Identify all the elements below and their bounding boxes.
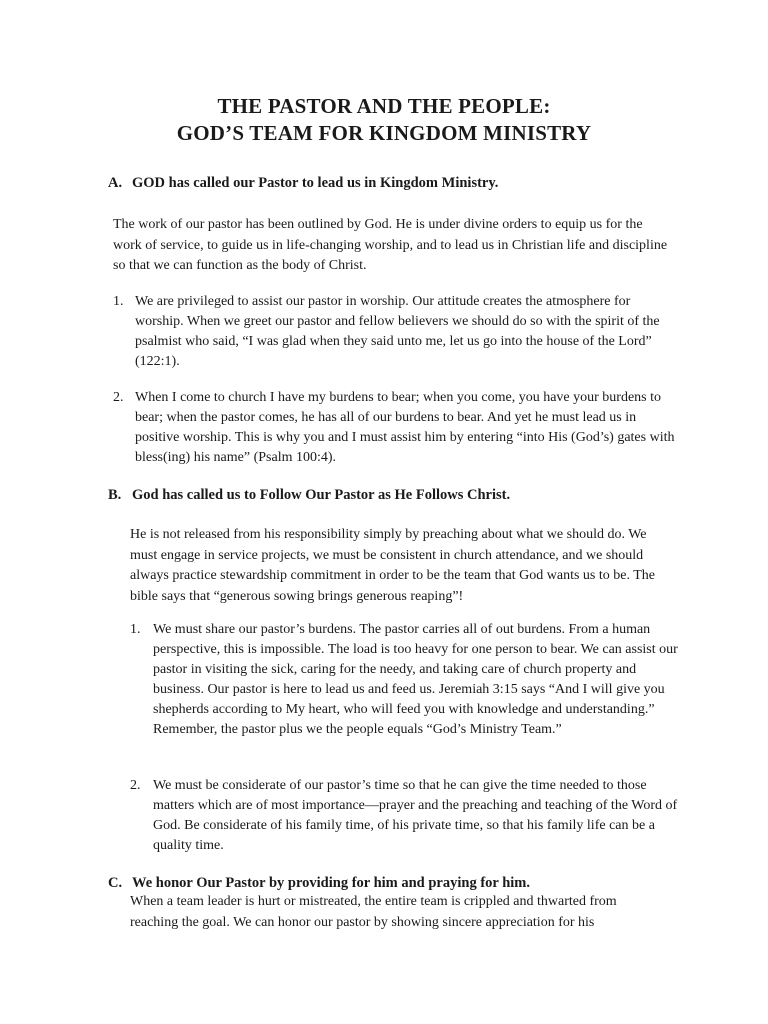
section-a-item-2-text: When I come to church I have my burdens to bear; when you come, you have your burdens to bear; when the pastor comes, he has all of our burdens to bear. And yet he must lead us in positive worship. This is why you and I must assist him by entering “into His (God’s) gates with bless(ing) his name” (Psalm 100:4).: [135, 390, 675, 465]
section-b-item-2-text: We must be considerate of our pastor’s time so that he can give the time needed to those matters which are of most importance—prayer and the preaching and teaching of the Word of God. Be considerate of his family time, of his private time, so that his family life can be a quality time.: [153, 778, 678, 853]
section-a-item-1-number: 1.: [113, 294, 124, 309]
title-line-1: THE PASTOR AND THE PEOPLE:: [217, 94, 551, 118]
section-b-heading: [108, 487, 510, 504]
section-c-intro: When a team leader is hurt or mistreated, the entire team is crippled and thwarted from reaching the goal. We can honor our pastor by showing sincere appreciation for his: [130, 894, 617, 930]
section-b-item-2-number: 2.: [130, 778, 141, 793]
section-b-item-1-text: We must share our pastor’s burdens. The pastor carries all of out burdens. From a human perspective, this is impossible. The load is too heavy for one person to bear. We can assist our pastor in visiting the sick, caring for the needy, and taking care of church property and business. Our pastor is here to lead us and feed us. Jeremiah 3:15 says “And I will give you shepherds according to My heart, who will feed you with knowledge and understanding.” Remember, the pastor plus we the people equals “God’s Ministry Team.”: [153, 622, 678, 737]
section-a-intro: The work of our pastor has been outlined by God. He is under divine orders to equip us for the work of service, to guide us in life-changing worship, and to lead us in Christian life and discipline so that we can function as the body of Christ.: [113, 217, 668, 273]
section-a-item-1-text: We are privileged to assist our pastor in worship. Our attitude creates the atmosphere for worship. When we greet our pastor and fellow believers we should do so with the spirit of the psalmist who said, “I was glad when they said unto me, let us go into the house of the Lord” (122:1).: [135, 294, 660, 369]
section-a-item-2: [113, 388, 675, 468]
section-b-heading-text: God has called us to Follow Our Pastor as He Follows Christ.: [132, 487, 511, 503]
section-a-item-2-number: 2.: [113, 390, 124, 405]
section-b-item-1: [130, 620, 682, 740]
section-c-heading: [108, 875, 530, 892]
section-a-letter: A.: [108, 175, 123, 191]
section-b-letter: B.: [108, 487, 122, 503]
section-b-item-2: [130, 776, 682, 856]
section-a-heading-text: GOD has called our Pastor to lead us in Kingdom Ministry.: [132, 175, 499, 191]
section-b-item-1-number: 1.: [130, 622, 141, 637]
section-a-item-1: [113, 292, 675, 372]
section-c-heading-text: We honor Our Pastor by providing for him and praying for him.: [132, 875, 531, 891]
section-b-intro: He is not released from his responsibility simply by preaching about what we should do. We must engage in service projects, we must be consistent in church attendance, and we should always practice stewardship commitment in order to be the team that God wants us to be. The bible says that “generous sowing brings generous reaping”!: [130, 527, 655, 604]
section-a-heading: [108, 175, 498, 192]
section-c-letter: C.: [108, 875, 123, 891]
title-line-2: GOD’S TEAM FOR KINGDOM MINISTRY: [176, 121, 592, 145]
